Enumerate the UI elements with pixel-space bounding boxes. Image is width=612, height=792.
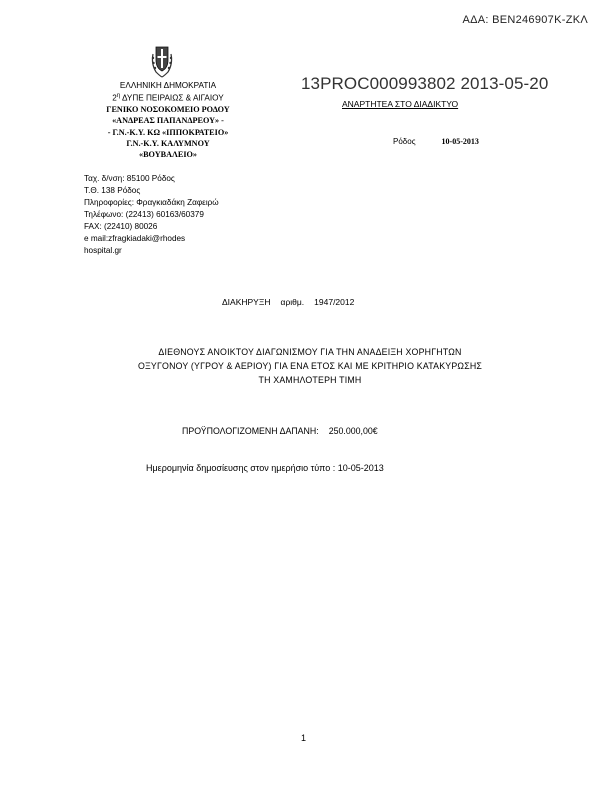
tender-title-line: ΤΗ ΧΑΜΗΛΟΤΕΡΗ ΤΙΜΗ bbox=[258, 375, 362, 385]
tender-title bbox=[60, 345, 560, 387]
declaration-num-label: αριθμ. bbox=[280, 297, 305, 307]
org-line-health-region: $2^\eta$ ΔΥΠΕ ΠΕΙΡΑΙΩΣ & ΑΙΓΑΙΟΥ bbox=[112, 93, 224, 103]
org-line-kos: - Γ.Ν.-Κ.Υ. ΚΩ «ΙΠΠΟΚΡΑΤΕΙΟ» bbox=[107, 127, 229, 137]
org-line-hospital-name: «ΑΝΔΡΕΑΣ ΠΑΠΑΝΔΡΕΟΥ» - bbox=[112, 116, 224, 126]
budget bbox=[182, 426, 378, 436]
contact-phone: Τηλέφωνο: (22413) 60163/60379 bbox=[84, 210, 204, 219]
org-line-kalymnos: Γ.Ν.-Κ.Υ. ΚΑΛΥΜΝΟΥ bbox=[126, 138, 210, 148]
page-number: 1 bbox=[301, 733, 307, 743]
document-date: 10-05-2013 bbox=[441, 137, 479, 146]
org-line-vouvaleio: «ΒΟΥΒΑΛΕΙΟ» bbox=[139, 149, 197, 159]
contact-po-box: Τ.Θ. 138 Ρόδος bbox=[84, 186, 141, 195]
contact-email-cont: hospital.gr bbox=[84, 246, 122, 255]
contact-info: Πληροφορίες: Φραγκιαδάκη Ζαφειρώ bbox=[84, 198, 219, 207]
declaration-heading bbox=[222, 297, 354, 307]
contact-block bbox=[84, 173, 219, 257]
tender-title-line: ΔΙΕΘΝΟΥΣ ΑΝΟΙΚΤΟΥ ΔΙΑΓΩΝΙΣΜΟΥ ΓΙΑ ΤΗΝ ΑΝΑΔΕΙΞΗ ΧΟΡΗΓΗΤΩΝ bbox=[158, 347, 462, 357]
organization-block bbox=[78, 80, 258, 160]
org-line-hospital: ΓΕΝΙΚΟ ΝΟΣΟΚΟΜΕΙΟ ΡΟΔΟΥ bbox=[106, 105, 230, 115]
declaration-number: 1947/2012 bbox=[314, 297, 355, 307]
budget-value: 250.000,00€ bbox=[328, 426, 378, 436]
place: Ρόδος bbox=[393, 137, 416, 146]
ada-code: ΑΔΑ: ΒΕΝ246907Κ-ΖΚΛ bbox=[462, 14, 588, 26]
contact-fax: FAX: (22410) 80026 bbox=[84, 222, 158, 231]
publication-date: Ημερομηνία δημοσίευσης στον ημερήσιο τύπο : 10-05-2013 bbox=[146, 463, 384, 473]
place-date bbox=[393, 137, 479, 146]
contact-address: Ταχ. δ/νση: 85100 Ρόδος bbox=[84, 174, 175, 183]
publish-note: ΑΝΑΡΤΗΤΕΑ ΣΤΟ ΔΙΑΔΙΚΤΥΟ bbox=[342, 99, 459, 109]
contact-email: e mail:zfragkiadaki@rhodes bbox=[84, 234, 186, 243]
protocol-number: 13PROC000993802 2013-05-20 bbox=[301, 74, 549, 93]
greek-coat-of-arms-icon bbox=[150, 44, 174, 78]
budget-label: ΠΡΟΫΠΟΛΟΓΙΖΟΜΕΝΗ ΔΑΠΑΝΗ: bbox=[182, 426, 319, 436]
declaration-label: ΔΙΑΚΗΡΥΞΗ bbox=[222, 297, 271, 307]
tender-title-line: ΟΞΥΓΟΝΟΥ (ΥΓΡΟΥ & ΑΕΡΙΟΥ) ΓΙΑ ΕΝΑ ΕΤΟΣ ΚΑΙ ΜΕ ΚΡΙΤΗΡΙΟ ΚΑΤΑΚΥΡΩΣΗΣ bbox=[137, 361, 483, 371]
org-line-republic: ΕΛΛΗΝΙΚΗ ΔΗΜΟΚΡΑΤΙΑ bbox=[119, 81, 217, 90]
